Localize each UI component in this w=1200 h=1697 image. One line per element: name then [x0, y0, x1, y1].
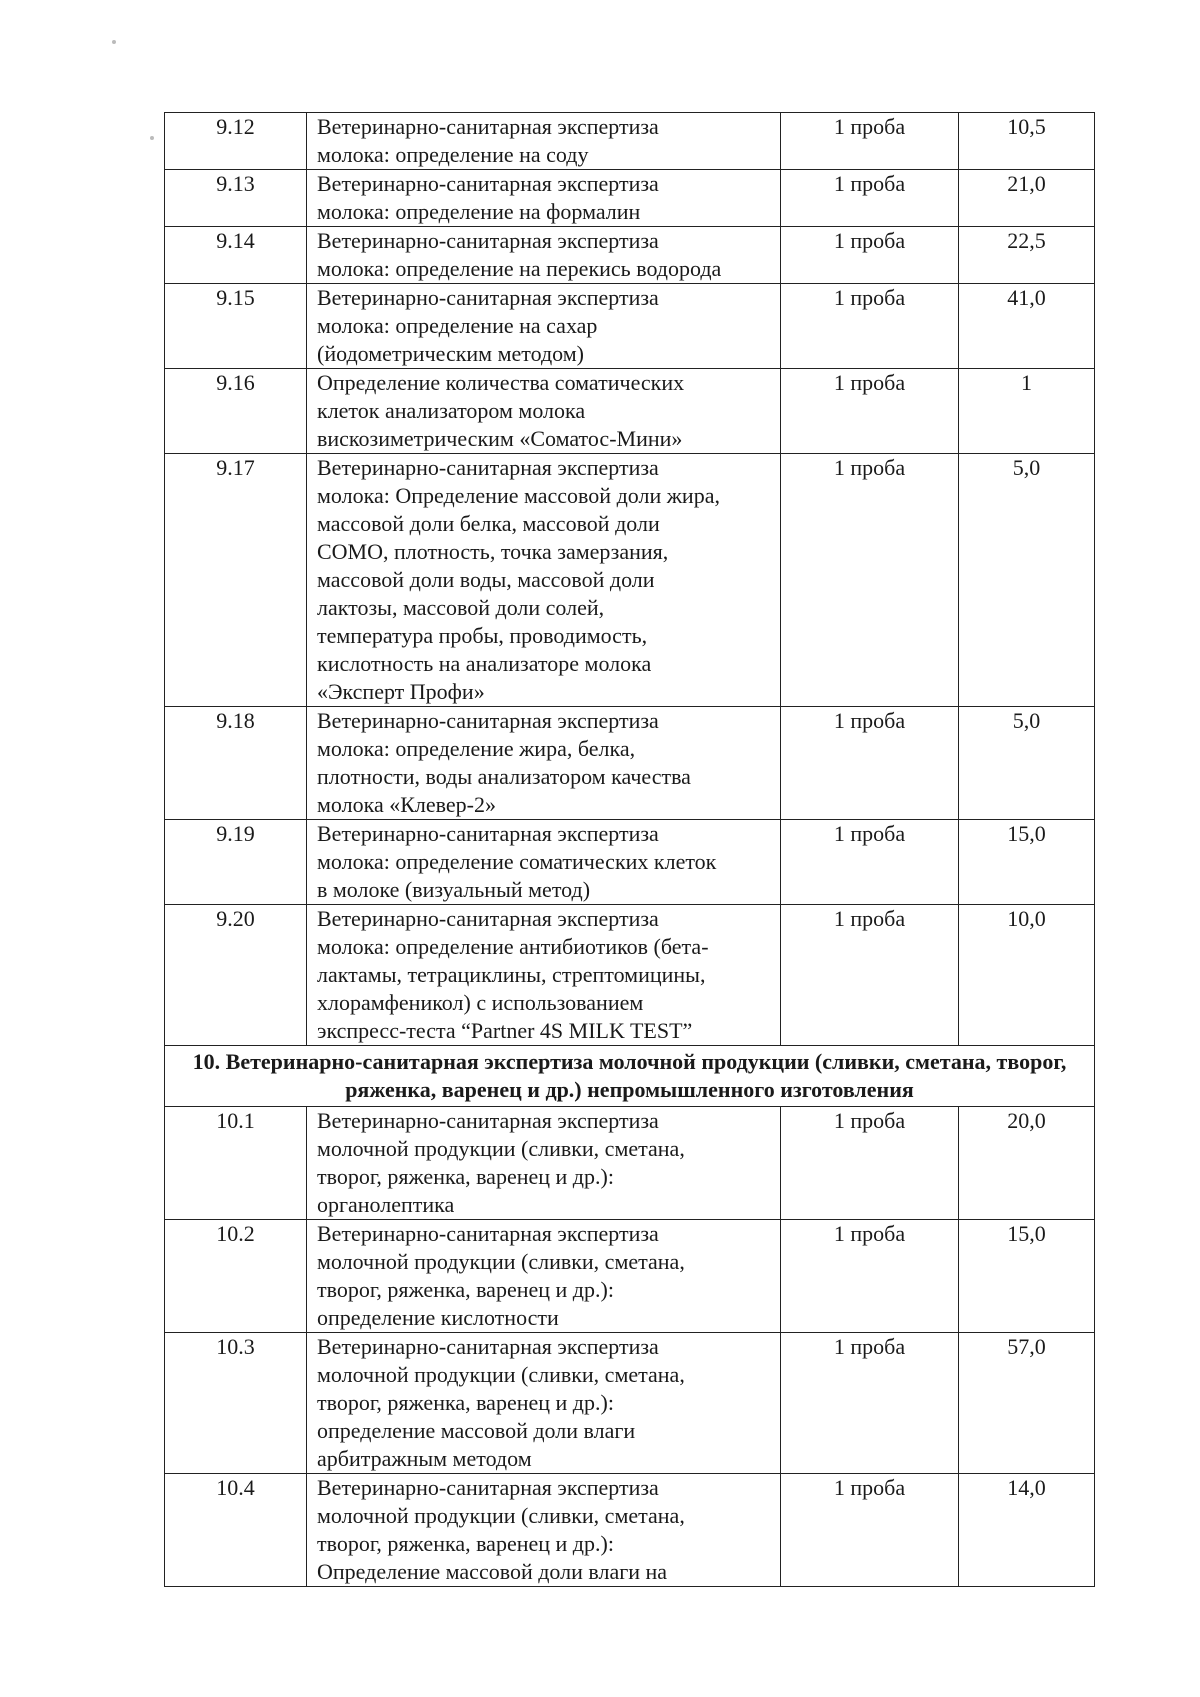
row-number-cell — [165, 369, 307, 454]
row-price-cell — [959, 1107, 1095, 1220]
row-service-name: Ветеринарно-санитарная экспертиза молока: определение жира, белка, плотности, воды анализатором качества молока «Клевер-2» — [317, 708, 691, 817]
row-service-name-cell — [307, 454, 781, 707]
row-service-name: Ветеринарно-санитарная экспертиза молока: определение на сахар (йодометрическим методом) — [317, 285, 659, 366]
table-row — [165, 905, 1095, 1046]
table-body-section-9 — [165, 113, 1095, 1046]
section-10-title-cell — [165, 1046, 1095, 1107]
row-number-cell — [165, 170, 307, 227]
row-unit-cell — [781, 284, 959, 369]
row-unit-cell — [781, 227, 959, 284]
row-unit-cell — [781, 369, 959, 454]
row-number-cell — [165, 1220, 307, 1333]
row-unit: 1 проба — [833, 906, 906, 931]
row-price: 10,5 — [1007, 114, 1046, 139]
row-unit-cell — [781, 707, 959, 820]
row-service-name: Ветеринарно-санитарная экспертиза молочной продукции (сливки, сметана, творог, ряженка, варенец и др.): Определение массовой доли влаги на — [317, 1475, 685, 1584]
row-number: 10.4 — [216, 1475, 255, 1500]
table-row — [165, 227, 1095, 284]
table-row — [165, 707, 1095, 820]
row-service-name-cell — [307, 284, 781, 369]
row-unit: 1 проба — [833, 708, 906, 733]
row-unit: 1 проба — [833, 285, 906, 310]
row-number: 9.20 — [216, 906, 255, 931]
row-price: 1 — [1021, 370, 1032, 395]
row-unit-cell — [781, 170, 959, 227]
row-unit: 1 проба — [833, 228, 906, 253]
scan-speck — [112, 40, 116, 44]
row-price: 21,0 — [1007, 171, 1046, 196]
row-number: 10.1 — [216, 1108, 255, 1133]
row-price-cell — [959, 707, 1095, 820]
row-number: 9.14 — [216, 228, 255, 253]
row-number-cell — [165, 707, 307, 820]
row-number: 9.16 — [216, 370, 255, 395]
row-service-name: Ветеринарно-санитарная экспертиза молока: определение на перекись водорода — [317, 228, 722, 281]
row-number: 9.18 — [216, 708, 255, 733]
row-service-name-cell — [307, 707, 781, 820]
row-number-cell — [165, 284, 307, 369]
row-unit: 1 проба — [833, 370, 906, 395]
section-10-title: 10. Ветеринарно-санитарная экспертиза молочной продукции (сливки, сметана, творог, ряженка, варенец и др.) непромышленного изготовления — [192, 1049, 1067, 1102]
row-unit: 1 проба — [833, 821, 906, 846]
row-unit-cell — [781, 1474, 959, 1587]
row-price: 15,0 — [1007, 1221, 1046, 1246]
row-price: 20,0 — [1007, 1108, 1046, 1133]
row-price: 22,5 — [1007, 228, 1046, 253]
row-number-cell — [165, 820, 307, 905]
row-number: 10.2 — [216, 1221, 255, 1246]
row-price: 5,0 — [1012, 708, 1041, 733]
row-number-cell — [165, 1474, 307, 1587]
row-price-cell — [959, 227, 1095, 284]
row-service-name: Определение количества соматических клеток анализатором молока вискозиметрическим «Соматос-Мини» — [317, 370, 685, 451]
row-price-cell — [959, 1333, 1095, 1474]
row-price-cell — [959, 113, 1095, 170]
section-header-row — [165, 1046, 1095, 1107]
row-service-name-cell — [307, 369, 781, 454]
row-number: 9.15 — [216, 285, 255, 310]
row-number-cell — [165, 905, 307, 1046]
row-service-name-cell — [307, 1333, 781, 1474]
row-service-name-cell — [307, 1107, 781, 1220]
row-service-name-cell — [307, 1220, 781, 1333]
table-row — [165, 1474, 1095, 1587]
row-unit: 1 проба — [833, 1221, 906, 1246]
scan-speck — [150, 136, 154, 140]
row-price: 14,0 — [1007, 1475, 1046, 1500]
table-row — [165, 170, 1095, 227]
row-unit-cell — [781, 1333, 959, 1474]
row-price: 10,0 — [1007, 906, 1046, 931]
table-body-section-10 — [165, 1107, 1095, 1587]
row-number-cell — [165, 227, 307, 284]
row-unit-cell — [781, 1107, 959, 1220]
row-unit-cell — [781, 820, 959, 905]
row-service-name: Ветеринарно-санитарная экспертиза молочной продукции (сливки, сметана, творог, ряженка, варенец и др.): определение кислотности — [317, 1221, 685, 1330]
row-service-name-cell — [307, 227, 781, 284]
row-price-cell — [959, 1474, 1095, 1587]
row-number-cell — [165, 1333, 307, 1474]
row-number: 9.19 — [216, 821, 255, 846]
row-price: 41,0 — [1007, 285, 1046, 310]
row-service-name: Ветеринарно-санитарная экспертиза молока: определение на соду — [317, 114, 659, 167]
row-service-name-cell — [307, 170, 781, 227]
row-price: 5,0 — [1012, 455, 1041, 480]
row-service-name-cell — [307, 820, 781, 905]
row-service-name: Ветеринарно-санитарная экспертиза молока: определение соматических клеток в молоке (визуальный метод) — [317, 821, 717, 902]
row-unit-cell — [781, 454, 959, 707]
table-row — [165, 1333, 1095, 1474]
table-section-10-header — [165, 1046, 1095, 1107]
table-row — [165, 369, 1095, 454]
row-service-name-cell — [307, 1474, 781, 1587]
row-unit: 1 проба — [833, 114, 906, 139]
row-price-cell — [959, 820, 1095, 905]
row-unit-cell — [781, 905, 959, 1046]
row-number-cell — [165, 113, 307, 170]
row-unit: 1 проба — [833, 1475, 906, 1500]
table-row — [165, 1107, 1095, 1220]
row-unit: 1 проба — [833, 1108, 906, 1133]
table-row — [165, 113, 1095, 170]
row-service-name: Ветеринарно-санитарная экспертиза молока: определение на формалин — [317, 171, 659, 224]
row-service-name-cell — [307, 905, 781, 1046]
row-price-cell — [959, 369, 1095, 454]
row-service-name: Ветеринарно-санитарная экспертиза молочной продукции (сливки, сметана, творог, ряженка, варенец и др.): органолептика — [317, 1108, 685, 1217]
row-price: 57,0 — [1007, 1334, 1046, 1359]
row-service-name: Ветеринарно-санитарная экспертиза молочной продукции (сливки, сметана, творог, ряженка, варенец и др.): определение массовой доли влаги арбитражным методом — [317, 1334, 685, 1471]
row-price-cell — [959, 284, 1095, 369]
row-number: 10.3 — [216, 1334, 255, 1359]
row-unit: 1 проба — [833, 171, 906, 196]
row-price-cell — [959, 905, 1095, 1046]
row-number: 9.17 — [216, 455, 255, 480]
table-row — [165, 454, 1095, 707]
row-number: 9.12 — [216, 114, 255, 139]
row-service-name: Ветеринарно-санитарная экспертиза молока: определение антибиотиков (бета- лактамы, тетрациклины, стрептомицины, хлорамфеникол) с использованием экспресс-теста “Partner 4S MILK TEST” — [317, 906, 709, 1043]
table-row — [165, 820, 1095, 905]
row-unit: 1 проба — [833, 1334, 906, 1359]
row-unit-cell — [781, 1220, 959, 1333]
row-number-cell — [165, 1107, 307, 1220]
row-number-cell — [165, 454, 307, 707]
row-unit: 1 проба — [833, 455, 906, 480]
table-row — [165, 1220, 1095, 1333]
row-price-cell — [959, 170, 1095, 227]
row-number: 9.13 — [216, 171, 255, 196]
price-table — [164, 112, 1095, 1587]
row-price: 15,0 — [1007, 821, 1046, 846]
row-service-name-cell — [307, 113, 781, 170]
row-price-cell — [959, 454, 1095, 707]
row-unit-cell — [781, 113, 959, 170]
table-row — [165, 284, 1095, 369]
row-price-cell — [959, 1220, 1095, 1333]
row-service-name: Ветеринарно-санитарная экспертиза молока: Определение массовой доли жира, массовой доли белка, массовой доли СОМО, плотность, точка замерзания, массовой доли воды, массовой доли лактозы, массовой доли солей, температура пробы, проводимость, кислотность на анализаторе молока «Эксперт Профи» — [317, 455, 720, 704]
